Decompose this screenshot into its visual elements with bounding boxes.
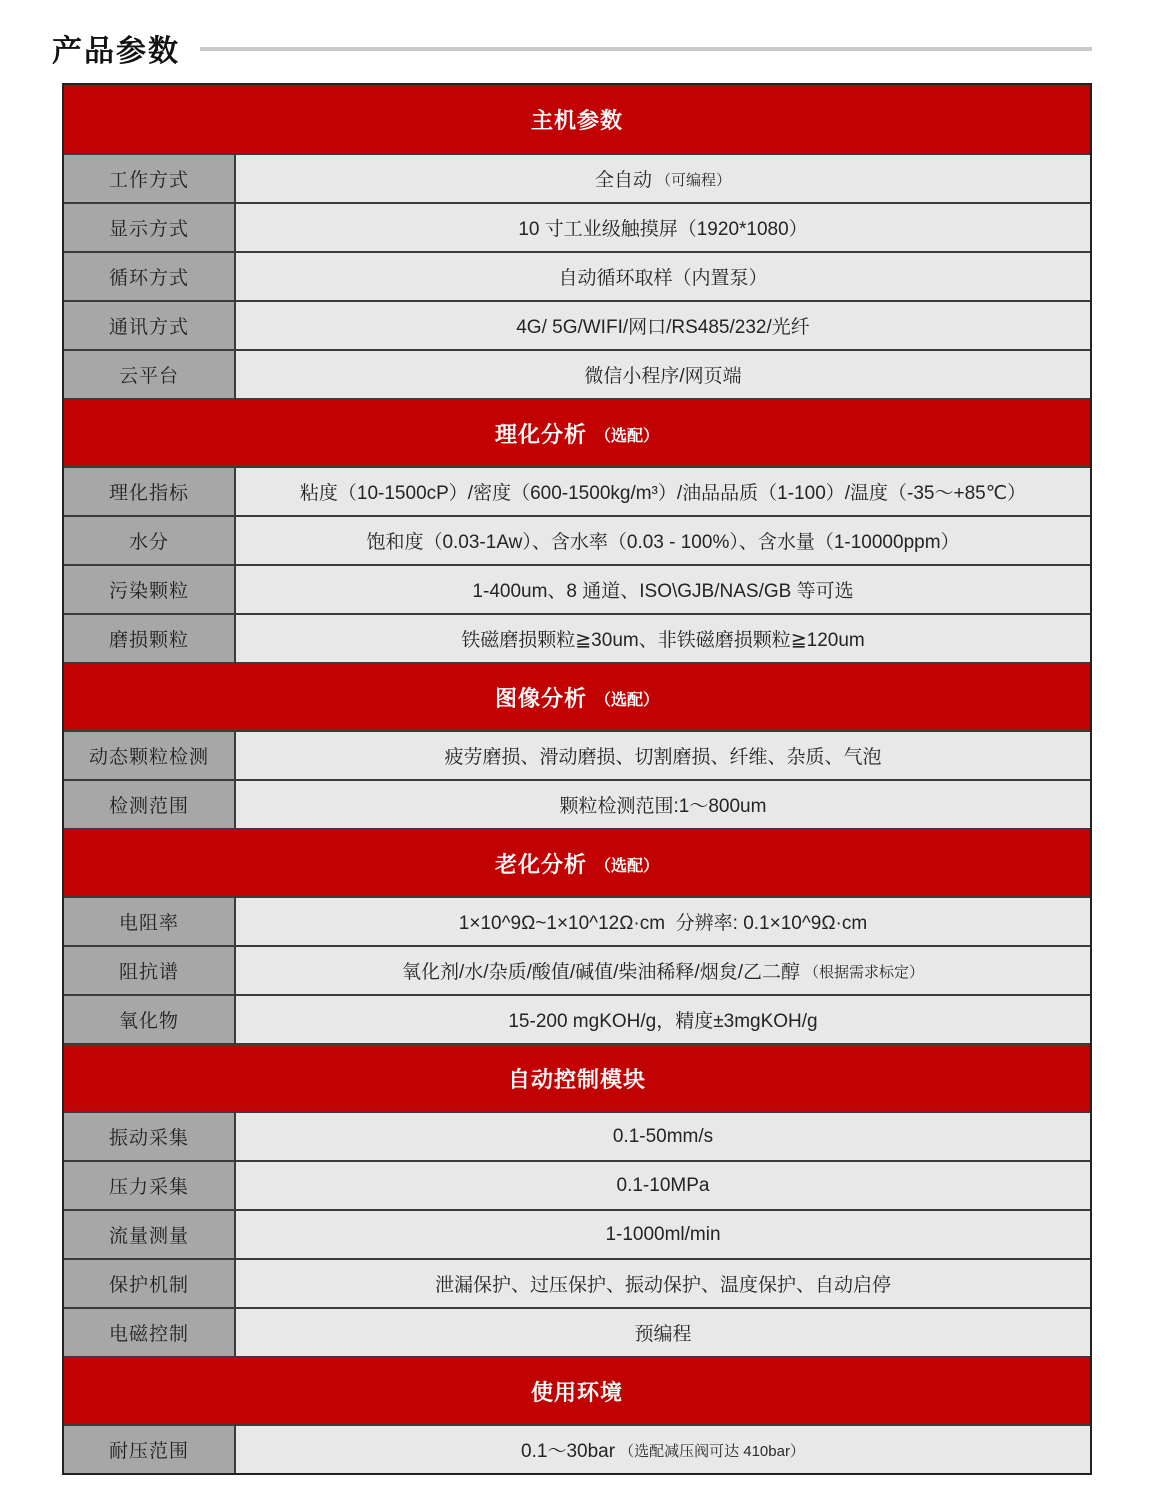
- section-title: 使用环境: [530, 1379, 623, 1405]
- row-label: 耐压范围: [64, 1426, 236, 1473]
- row-value: [236, 517, 1090, 564]
- table-row: [64, 515, 1090, 564]
- row-value-text: 自动循环取样（内置泵）: [558, 268, 768, 289]
- table-row: [64, 1307, 1090, 1356]
- table-row: [64, 202, 1090, 251]
- row-label: 理化指标: [64, 468, 236, 515]
- section-header: [64, 398, 1090, 466]
- row-value-text: 预编程: [634, 1324, 692, 1345]
- row-value-text: 0.1-50mm/s: [612, 1125, 714, 1147]
- row-value: [236, 996, 1090, 1043]
- row-value-text: 饱和度（0.03-1Aw）、含水率（0.03 - 100%）、含水量（1-10000ppm）: [366, 532, 960, 553]
- row-label: 工作方式: [64, 155, 236, 202]
- page-title: 产品参数: [52, 35, 180, 68]
- row-label: 检测范围: [64, 781, 236, 828]
- row-label: 通讯方式: [64, 302, 236, 349]
- title-divider: [200, 47, 1092, 51]
- row-value: [236, 947, 1090, 994]
- section-title: 理化分析: [494, 421, 587, 447]
- row-label: 水分: [64, 517, 236, 564]
- row-value-text: 1-1000ml/min: [605, 1223, 721, 1245]
- table-row: [64, 896, 1090, 945]
- row-value-text: 颗粒检测范围:1～800um: [559, 796, 767, 817]
- section-header: [64, 662, 1090, 730]
- section-note: （选配）: [595, 692, 660, 709]
- table-row: [64, 349, 1090, 398]
- row-value-text: 0.1～30bar: [521, 1441, 616, 1462]
- table-row: [64, 994, 1090, 1043]
- row-value-text: 疲劳磨损、滑动磨损、切割磨损、纤维、杂质、气泡: [444, 747, 882, 768]
- row-value: [236, 351, 1090, 398]
- row-label: 污染颗粒: [64, 566, 236, 613]
- row-label: 电阻率: [64, 898, 236, 945]
- row-value-text: 4G/ 5G/WIFI/网口/RS485/232/光纤: [516, 317, 810, 338]
- spec-table: [62, 83, 1092, 1475]
- row-label: 云平台: [64, 351, 236, 398]
- table-row: [64, 1111, 1090, 1160]
- section-header: [64, 1043, 1090, 1111]
- row-value: [236, 1426, 1090, 1473]
- table-row: [64, 300, 1090, 349]
- row-label: 电磁控制: [64, 1309, 236, 1356]
- section-title: 图像分析: [494, 685, 587, 711]
- row-value: [236, 302, 1090, 349]
- row-label: 流量测量: [64, 1211, 236, 1258]
- table-row: [64, 564, 1090, 613]
- row-value-text: 铁磁磨损颗粒≧30um、非铁磁磨损颗粒≧120um: [461, 630, 865, 651]
- row-value-note: （根据需求标定）: [803, 964, 924, 981]
- row-value-text: 全自动: [594, 170, 652, 191]
- row-value: [236, 566, 1090, 613]
- row-value: [236, 732, 1090, 779]
- row-value-text: 10 寸工业级触摸屏（1920*1080）: [518, 219, 808, 240]
- table-row: [64, 1258, 1090, 1307]
- row-label: 显示方式: [64, 204, 236, 251]
- row-label: 保护机制: [64, 1260, 236, 1307]
- table-row: [64, 1160, 1090, 1209]
- section-note: （选配）: [595, 428, 660, 445]
- table-row: [64, 730, 1090, 779]
- row-value: [236, 781, 1090, 828]
- row-value-note: （选配减压阀可达 410bar）: [619, 1443, 805, 1460]
- table-row: [64, 1209, 1090, 1258]
- row-value: [236, 1309, 1090, 1356]
- row-value-text: 微信小程序/网页端: [584, 366, 742, 387]
- row-value: [236, 1113, 1090, 1160]
- section-header: [64, 85, 1090, 153]
- row-label: 磨损颗粒: [64, 615, 236, 662]
- row-value: [236, 253, 1090, 300]
- row-label: 振动采集: [64, 1113, 236, 1160]
- table-row: [64, 1424, 1090, 1473]
- row-label: 阻抗谱: [64, 947, 236, 994]
- row-value-text: 15-200 mgKOH/g，精度±3mgKOH/g: [508, 1011, 818, 1032]
- table-row: [64, 945, 1090, 994]
- section-title: 自动控制模块: [507, 1066, 646, 1092]
- section-title: 老化分析: [494, 851, 587, 877]
- section-header: [64, 828, 1090, 896]
- row-value: [236, 204, 1090, 251]
- row-value: [236, 1211, 1090, 1258]
- row-value: [236, 898, 1090, 945]
- section-title: 主机参数: [530, 107, 623, 133]
- row-value: [236, 468, 1090, 515]
- row-value-text: 0.1-10MPa: [616, 1174, 710, 1196]
- row-value-text: 氧化剂/水/杂质/酸值/碱值/柴油稀释/烟炱/乙二醇: [402, 962, 800, 983]
- table-row: [64, 779, 1090, 828]
- section-note: （选配）: [595, 858, 660, 875]
- table-row: [64, 153, 1090, 202]
- row-value-note: （可编程）: [656, 172, 732, 189]
- page-header: [52, 26, 1092, 70]
- row-value: [236, 615, 1090, 662]
- row-value-text: 泄漏保护、过压保护、振动保护、温度保护、自动启停: [434, 1275, 891, 1296]
- row-value-text: 1×10^9Ω~1×10^12Ω·cm 分辨率: 0.1×10^9Ω·cm: [458, 913, 868, 934]
- table-row: [64, 466, 1090, 515]
- row-value: [236, 155, 1090, 202]
- row-value-text: 粘度（10-1500cP）/密度（600-1500kg/m³）/油品品质（1-100）/温度（-35～+85℃）: [299, 483, 1027, 504]
- table-row: [64, 613, 1090, 662]
- row-label: 氧化物: [64, 996, 236, 1043]
- row-label: 动态颗粒检测: [64, 732, 236, 779]
- row-label: 循环方式: [64, 253, 236, 300]
- table-row: [64, 251, 1090, 300]
- row-label: 压力采集: [64, 1162, 236, 1209]
- section-header: [64, 1356, 1090, 1424]
- row-value-text: 1-400um、8 通道、ISO\GJB/NAS/GB 等可选: [472, 581, 854, 602]
- row-value: [236, 1162, 1090, 1209]
- row-value: [236, 1260, 1090, 1307]
